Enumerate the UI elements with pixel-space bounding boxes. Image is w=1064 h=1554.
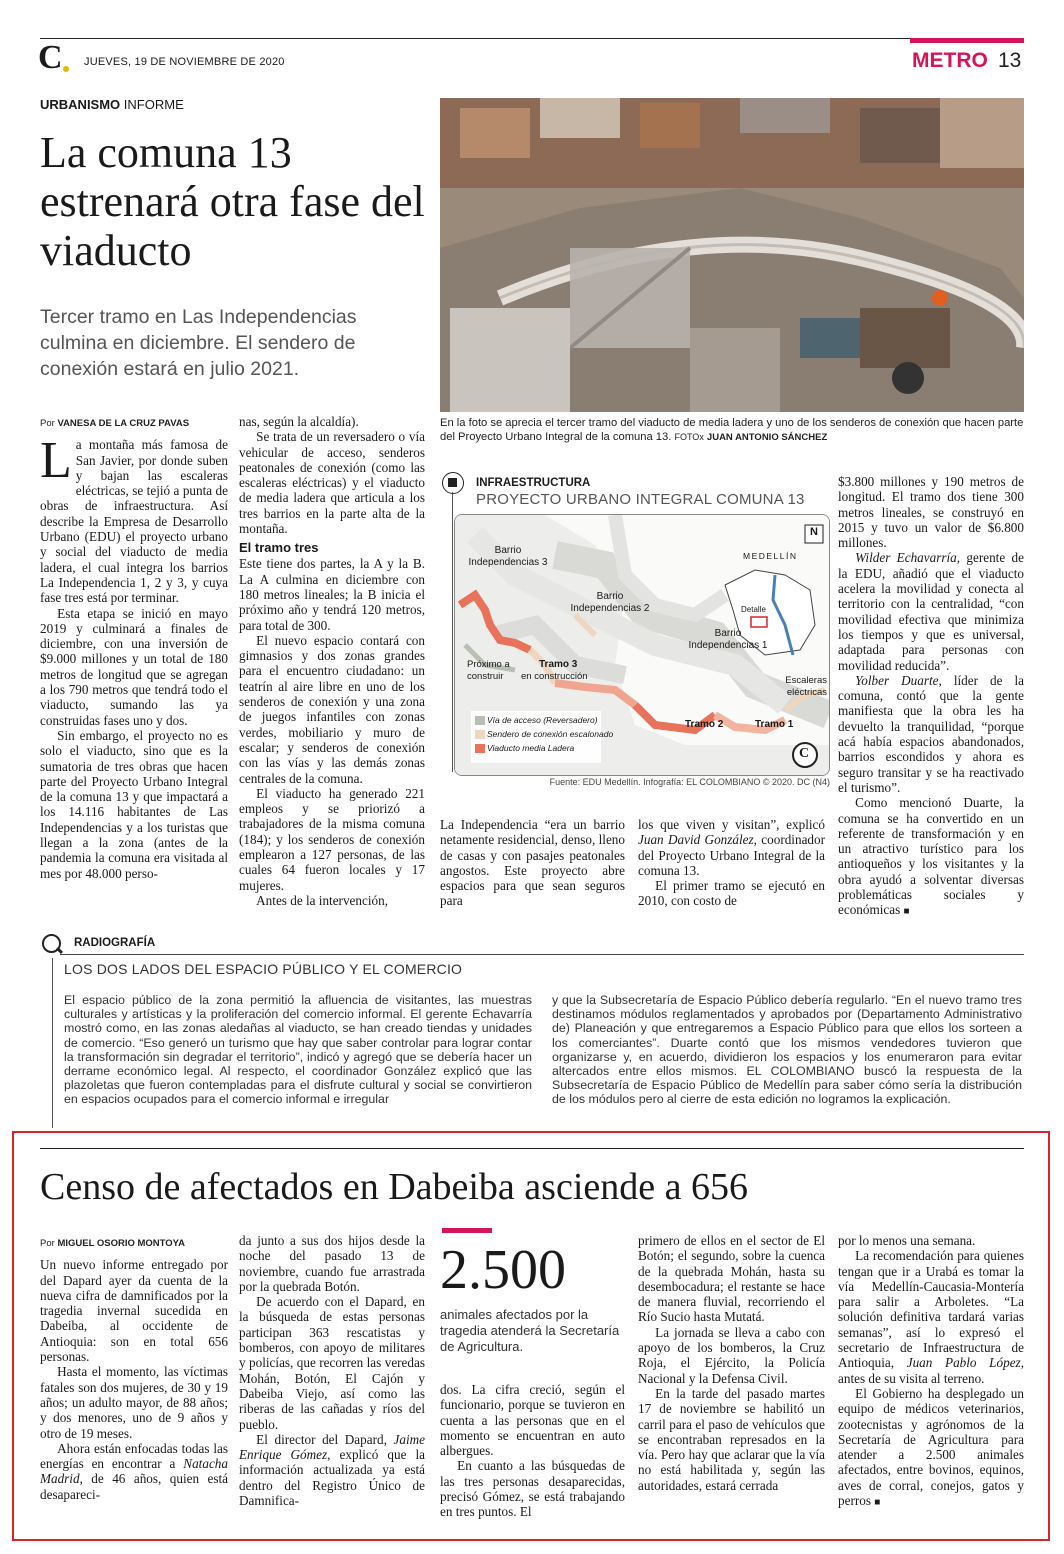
paragraph: La montaña más famosa de San Javier, por donde suben y bajan las escaleras eléctricas, se tejió a punta de obras de infraestructura. Así describe la Empresa de Desarrollo Urbano (EDU) el proyecto urbano y social del viaducto de media ladera, el cual integra los barrios La Independencia 1, 2 y 3, y cuya fase tres está por terminar. bbox=[40, 432, 228, 606]
article-photo bbox=[440, 98, 1024, 412]
paragraph: Un nuevo informe entregado por del Dapard ayer da cuenta de la nueva cifra de damnificados por la tragedia invernal sucedida en Dabeiba, al occidente de Antioquia: son en total 656 personas. bbox=[40, 1257, 228, 1365]
person-name: Jaime Enrique Gómez bbox=[239, 1431, 425, 1463]
drop-cap: L bbox=[40, 432, 72, 490]
legend-item-access: Vía de acceso (Reversadero) bbox=[487, 715, 598, 725]
kicker-light: INFORME bbox=[123, 97, 184, 112]
paragraph: Wilder Echavarría, gerente de la EDU, añadió que el viaducto acelera la movilidad y conecta al territorio con la centralidad, “con movilidad efectiva que minimiza los tiempos y que es universal, adaptada para personas con movilidad reducida”. bbox=[838, 550, 1025, 673]
paragraph: por lo menos una semana. bbox=[838, 1233, 976, 1248]
paragraph: Sin embargo, el proyecto no es solo el viaducto, sino que es la sumatoria de tres obras que hacen parte del Proyecto Urbano Integral de la comuna 13 y que impactará a los 14.116 habitantes de Las Independencias y a los turistas que llegan a la zona (antes de la pandemia la comuna era visitada al mes por 48.000 perso- bbox=[40, 727, 228, 881]
paragraph: La Independencia “era un barrio netamente residencial, denso, lleno de casas y con pasajes peatonales angostos. Este proyecto abre espacios para que sean seguros para bbox=[440, 817, 625, 909]
paragraph: El Gobierno ha desplegado un equipo de médicos veterinarios, zootecnistas y agrónomos de la Secretaría de Agricultura para atender a 2.500 animales afectados, entre bovinos, equinos, aves de corral, conejos, gatos y perros ■ bbox=[838, 1385, 1024, 1509]
section-accent-bar bbox=[910, 38, 1024, 43]
map-label-barrio1: Barrio Independencias 1 bbox=[688, 628, 768, 651]
highlight-accent-bar bbox=[442, 1228, 492, 1233]
paragraph: Como mencionó Duarte, la comuna se ha convertido en un referente de transformación y en un atractivo turístico para los antioqueños y los visitantes y la obra ayudó a solventar diversas problemáticas sociales y económicas ■ bbox=[838, 795, 1024, 918]
radiografia-kicker: RADIOGRAFÍA bbox=[74, 937, 156, 949]
map-label-tramo2: Tramo 2 bbox=[685, 719, 724, 730]
second-col-4 bbox=[638, 1233, 825, 1493]
section-name: METRO bbox=[912, 49, 988, 72]
byline: Por MIGUEL OSORIO MONTOYA bbox=[40, 1238, 186, 1249]
person-name: Natacha Madrid bbox=[40, 1456, 228, 1487]
map-label-escaleras: Escaleras eléctricas bbox=[785, 675, 827, 698]
article-title: La comuna 13 estrenará otra fase del viaducto bbox=[40, 128, 425, 275]
map-label-tramo3-sub: en construcción bbox=[521, 671, 588, 682]
map-label-proximo: Próximo a construir bbox=[467, 659, 510, 682]
paragraph: En la tarde del pasado martes 17 de noviembre se habilitó un carril para el paso de vehículos que se encontraban represados en la vía. Pero hay que aclarar que la vía no está habilitada y, según las autoridades, estará cerrada bbox=[638, 1385, 825, 1493]
byline-author: MIGUEL OSORIO MONTOYA bbox=[57, 1238, 186, 1249]
article-col-3 bbox=[440, 817, 625, 909]
photo-caption: En la foto se aprecia el tercer tramo del viaducto de media ladera y uno de los senderos de conexión que hacen parte del Proyecto Urbano Integral de la comuna 13. FOTOx JUAN ANTONIO SÁNCHEZ bbox=[440, 417, 1024, 443]
byline-author: VANESA DE LA CRUZ PAVAS bbox=[57, 418, 190, 429]
paragraph: Se trata de un reversadero o vía vehicular de acceso, senderos peatonales de conexión (como las escaleras eléctricas) y el viaducto de media ladera que articula a los tres barrios en la parte alta de la montaña. bbox=[239, 429, 425, 537]
north-arrow-icon: N bbox=[810, 526, 818, 538]
paragraph: los que viven y visitan”, explicó Juan David González, coordinador del Proyecto Urbano Integral de la comuna 13. bbox=[638, 817, 825, 878]
second-col-5 bbox=[838, 1233, 1024, 1510]
paragraph: En cuanto a las búsquedas de las tres personas desaparecidas, precisó Gómez, se está trabajando en tres puntos. El bbox=[440, 1458, 625, 1520]
byline: Por VANESA DE LA CRUZ PAVAS bbox=[40, 418, 190, 429]
second-col-2 bbox=[239, 1233, 425, 1508]
paragraph: Antes de la intervención, bbox=[256, 892, 388, 908]
second-col-1 bbox=[40, 1236, 228, 1502]
radiografia-left-rule bbox=[52, 958, 53, 1128]
infographic-kicker: INFRAESTRUCTURA bbox=[476, 477, 591, 489]
legend-item-viaduct: Viaducto media Ladera bbox=[487, 743, 575, 753]
end-mark: ■ bbox=[903, 906, 910, 918]
radiografia-box bbox=[40, 930, 1024, 1130]
paragraph: Yolber Duarte, líder de la comuna, contó que la gente manifiesta que la obra les ha devuelto la tranquilidad, “porque acá había espacios abandonados, barrios escondidos y ahora es seguro transitar y se ha reactivado el turismo”. bbox=[838, 672, 1024, 795]
paragraph: Hasta el momento, las víctimas fatales son dos mujeres, de 30 y 19 años; un adulto mayor, de 88 años; y dos menores, uno de 9 años y otro de 19 meses. bbox=[40, 1364, 228, 1441]
article-col-4 bbox=[638, 817, 825, 909]
subhead: El tramo tres bbox=[239, 540, 319, 556]
radiografia-title: LOS DOS LADOS DEL ESPACIO PÚBLICO Y EL COMERCIO bbox=[64, 961, 463, 977]
paragraph: El director del Dapard, Jaime Enrique Gómez, explicó que la información actualizada ya está dentro del Registro Único de Damnifica- bbox=[239, 1431, 425, 1509]
infographic bbox=[440, 470, 830, 790]
infographic-title: PROYECTO URBANO INTEGRAL COMUNA 13 bbox=[476, 491, 805, 508]
infographic-left-rule bbox=[452, 492, 453, 772]
highlight-number: 2.500 bbox=[440, 1239, 566, 1301]
article-col-2 bbox=[239, 414, 425, 908]
article-kicker bbox=[40, 97, 184, 112]
issue-date: JUEVES, 19 DE NOVIEMBRE DE 2020 bbox=[84, 56, 285, 68]
end-mark: ■ bbox=[874, 1497, 881, 1509]
paragraph: dos. La cifra creció, según el funcionario, porque se tuvieron en cuenta a las personas que en el momento se encuentran en auto albergues. bbox=[440, 1382, 625, 1459]
photo-credit-label: FOTO bbox=[674, 432, 700, 442]
logo-dot bbox=[63, 66, 69, 72]
radiografia-col-2: y que la Subsecretaría de Espacio Público debería regularlo. “En el nuevo tramo tres destinamos módulos reglamentados y aprobados por (Departamento Administrativo de) Planeación y que entregaremos a Espacio Público para que ellos los sorteen a los comerciantes”. Duarte contó que los mismos vendedores tuvieron que organizarse y, en acuerdo, dividieron los espacios y los enumeraron para evitar altercados entre ellos mismos. EL COLOMBIANO buscó la respuesta de la Subsecretaría de Espacio Público de Medellín para saber cómo sería la distribución de los módulos pero al cierre de esta edición no logramos la explicación. bbox=[552, 993, 1022, 1107]
person-name: Juan Pablo López bbox=[906, 1355, 1021, 1371]
newspaper-logo: C bbox=[38, 39, 63, 76]
map-label-barrio2: Barrio Independencias 2 bbox=[570, 591, 650, 614]
paragraph: $3.800 millones y 190 metros de longitud. El tramo dos tiene 300 metros lineales, se construyó en 2015 y tuvo un valor de $6.800 millones. bbox=[838, 474, 1024, 551]
paragraph: La recomendación para quienes tengan que ir a Urabá es tomar la vía Medellín-Caucasia-Montería para salir a Arboletes. “La solución definitiva tardará varias semanas”, así lo expresó el secretario de Infraestructura de Antioquia, Juan Pablo López, antes de su visita al terreno. bbox=[838, 1248, 1024, 1386]
highlight-text: animales afectados por la tragedia atenderá la Secretaría de Agricultura. bbox=[440, 1307, 620, 1354]
second-article-top-rule bbox=[40, 1148, 1024, 1149]
person-name: Juan David González bbox=[638, 832, 754, 848]
paragraph: De acuerdo con el Dapard, en la búsqueda de estas personas participan 363 rescatistas y bomberos, con apoyo de militares y policías, que recorren las veredas Mohán, Botón, El Cajón y Dabeiba Viejo, así como las riberas de las cañadas y ríos del pueblo. bbox=[239, 1294, 425, 1432]
map-label-tramo1: Tramo 1 bbox=[755, 719, 794, 730]
paragraph: nas, según la alcaldía). bbox=[239, 414, 359, 429]
photo-caption-text: En la foto se aprecia el tercer tramo del viaducto de media ladera y uno de los senderos de conexión que hacen parte del Proyecto Urbano Integral de la comuna 13. bbox=[440, 417, 1024, 443]
article-subtitle: Tercer tramo en Las Independencias culmina en diciembre. El sendero de conexión estará en julio 2021. bbox=[40, 306, 357, 380]
infographic-source: Fuente: EDU Medellín. Infografía: EL COLOMBIANO © 2020. DC (N4) bbox=[549, 777, 830, 787]
paragraph: Ahora están enfocadas todas las energías en encontrar a Natacha Madrid, de 46 años, quien está desapareci- bbox=[40, 1440, 228, 1502]
search-icon-handle bbox=[56, 947, 63, 954]
radiografia-rule bbox=[60, 954, 1024, 955]
second-article-title: Censo de afectados en Dabeiba asciende a 656 bbox=[40, 1166, 748, 1208]
radiografia-col-1: El espacio público de la zona permitió la afluencia de visitantes, las muestras culturales y artísticas y la proliferación del comercio informal. El gerente Echavarría mostró como, en las zonas aledañas al viaducto, se han creado tiendas y unidades de comercio. “Eso generó un turismo que hay que saber controlar para lograr contar la transformación sin degradar el territorio”, indicó y agregó que se debería hacer un derrame económico legal. Al respecto, el coordinador González explicó que las plazoletas que fueron contempladas para el disfrute cultural y social se convirtieron en espacios ocupados para el comercio informal e irregular bbox=[64, 993, 532, 1107]
article-col-5 bbox=[838, 474, 1024, 920]
map-label-medellin: MEDELLÍN bbox=[743, 551, 798, 561]
second-col-3 bbox=[440, 1382, 625, 1520]
paragraph: Esta etapa se inició en mayo 2019 y culminará a finales de diciembre, con una inversión de $9.000 millones y un total de 180 metros de longitud que se agregan a los 790 metros que tendrá todo el viaducto, sumando las ya construidas fases uno y dos. bbox=[40, 605, 228, 728]
top-rule bbox=[40, 38, 1024, 39]
paragraph: da junto a sus dos hijos desde la noche del pasado 13 de noviembre, cuando fue arrastrada por la quebrada Botón. bbox=[239, 1233, 425, 1294]
paragraph: Este tiene dos partes, la A y la B. La A culmina en diciembre con 180 metros lineales; la B inicia el próximo año y tendrá 120 metros, para total de 300. bbox=[239, 556, 425, 633]
infographic-map bbox=[454, 514, 830, 776]
legend-item-path: Sendero de conexión escalonado bbox=[487, 729, 614, 739]
person-name: Wilder Echavarría bbox=[855, 550, 957, 566]
photo-credit: JUAN ANTONIO SÁNCHEZ bbox=[706, 432, 828, 443]
paragraph: El nuevo espacio contará con gimnasios y dos zonas grandes para el encuentro ciudadano: un teatrín al aire libre en uno de los senderos de conexión y una zona de juegos infantiles con zonas verdes, mobiliario y muro de escalar; y senderos de conexión con las vías y las demás zonas centrales de la comuna. bbox=[239, 632, 425, 786]
crane-icon bbox=[448, 478, 457, 487]
paragraph: La jornada se lleva a cabo con apoyo de los bomberos, la Cruz Roja, el Ejército, la Policía Nacional y la Defensa Civil. bbox=[638, 1324, 825, 1386]
map-logo: C bbox=[799, 746, 810, 761]
map-label-tramo3: Tramo 3 bbox=[539, 659, 578, 670]
kicker-bold: URBANISMO bbox=[40, 97, 121, 112]
page-number: 13 bbox=[998, 49, 1022, 72]
map-label-detalle: Detalle bbox=[741, 605, 766, 614]
paragraph: primero de ellos en el sector de El Botón; el segundo, sobre la cuenca de la quebrada Mohán, hasta su desembocadura; el restante se hace de manera fluvial, recorriendo el Río Sucio hasta Mutatá. bbox=[638, 1233, 825, 1325]
article-col-1 bbox=[40, 416, 228, 881]
paragraph: El viaducto ha generado 221 empleos y se priorizó a trabajadores de la misma comuna (184); y los senderos de conexión emplearon a 127 personas, de las cuales 64 fueron locales y 17 mujeres. bbox=[239, 785, 425, 893]
person-name: Yolber Duarte bbox=[855, 672, 939, 688]
paragraph: El primer tramo se ejecutó en 2010, con costo de bbox=[638, 878, 825, 909]
map-label-barrio3: Barrio Independencias 3 bbox=[468, 545, 548, 568]
